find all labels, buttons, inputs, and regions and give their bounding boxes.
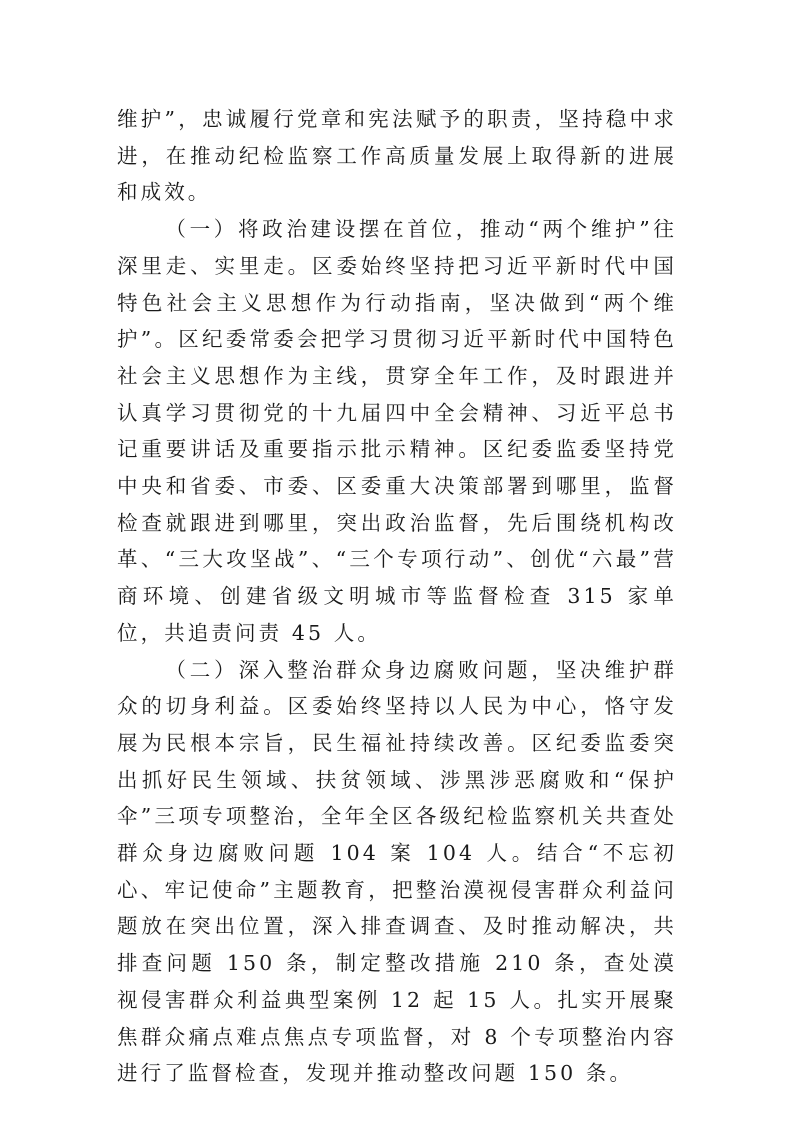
paragraph-grassroots-corruption [117, 652, 677, 1092]
document-body [117, 101, 677, 1092]
section-heading-1: （一）将政治建设摆在首位，推动“两个维护”往深里走、实里走。 [117, 217, 677, 278]
paragraph-text: 区委始终坚持以人民为中心，恪守发展为民根本宗旨，民生福祉持续改善。区纪委监委突出抓好民生领域、扶贫领域、涉黑涉恶腐败和“保护伞”三项专项整治，全年全区各级纪检监察机关共查处群众身边腐败问题 104 案 104 人。结合“不忘初心、牢记使命”主题教育，把整治漠视侵害群众利益问题放在突出位置，深入排查调查、及时推动解决，共排查问题 150 条，制定整改措施 210 条，查处漠视侵害群众利益典型案例 12 起 15 人。扎实开展聚焦群众痛点难点焦点专项监督，对 8 个专项整治内容进行了监督检查，发现并推动整改问题 150 条。 [117, 694, 677, 1086]
paragraph-text: 维护”，忠诚履行党章和宪法赋予的职责，坚持稳中求进，在推动纪检监察工作高质量发展上取得新的进展和成效。 [117, 107, 677, 205]
paragraph-intro-continuation [117, 101, 677, 211]
paragraph-text: 区委始终坚持把习近平新时代中国特色社会主义思想作为行动指南，坚决做到“两个维护”。区纪委常委会把学习贯彻习近平新时代中国特色社会主义思想作为主线，贯穿全年工作，及时跟进并认真学习贯彻党的十九届四中全会精神、习近平总书记重要讲话及重要指示批示精神。区纪委监委坚持党中央和省委、市委、区委重大决策部署到哪里，监督检查就跟进到哪里，突出政治监督，先后围绕机构改革、“三大攻坚战”、“三个专项行动”、创优“六最”营商环境、创建省级文明城市等监督检查 315 家单位，共追责问责 45 人。 [117, 253, 677, 645]
section-heading-2: （二）深入整治群众身边腐败问题，坚决维护群众的切身利益。 [117, 657, 677, 719]
paragraph-political-construction [117, 211, 677, 651]
